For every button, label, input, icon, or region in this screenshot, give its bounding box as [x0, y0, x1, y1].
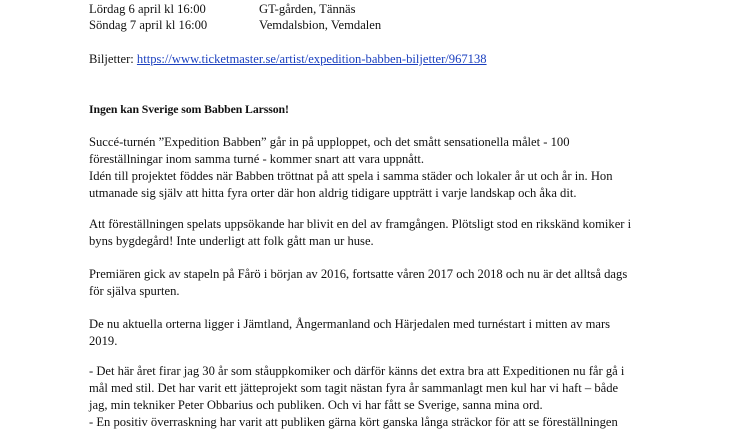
schedule-date: Söndag 7 april kl 16:00 — [89, 18, 208, 32]
paragraph-line: Succé-turnén ”Expedition Babben” går in på upploppet, och det smått sensationella målet - 100 — [89, 135, 570, 149]
tickets-line — [89, 51, 487, 67]
paragraph — [89, 134, 669, 202]
paragraph-line: Att föreställningen spelats uppsökande har blivit en del av framgången. Plötsligt stod en rikskänd komiker i — [89, 217, 632, 231]
paragraph — [89, 266, 669, 300]
schedule-venue: Vemdalsbion, Vemdalen — [259, 18, 382, 32]
paragraph — [89, 216, 669, 250]
paragraph-line: 2019. — [89, 334, 118, 348]
paragraph — [89, 316, 669, 350]
paragraph-line: Premiären gick av stapeln på Fårö i början av 2016, fortsatte våren 2017 och 2018 och nu är det alltså dags — [89, 267, 628, 281]
paragraph-line: föreställningar inom samma turné - kommer snart att vara uppnått. — [89, 152, 425, 166]
paragraph-line: jag, min tekniker Peter Obbarius och publiken. Och vi har fått se Sverige, sanna mina ord. — [89, 398, 543, 412]
schedule-venue: GT-gården, Tännäs — [259, 2, 356, 16]
paragraph-line: utmanade sig själv att hitta fyra orter där hon aldrig tidigare uppträtt i varje landskap och åka dit. — [89, 186, 577, 200]
paragraph-line: för själva spurten. — [89, 284, 180, 298]
paragraph-line: byns bygdegård! Inte underligt att folk gått man ur huse. — [89, 234, 374, 248]
paragraph-line: mål med stil. Det har varit ett jätteprojekt som tagit nästan fyra år sammanlagt men kul har vi haft – både — [89, 381, 619, 395]
tickets-label: Biljetter: — [89, 52, 137, 66]
paragraph-line: - En positiv överraskning har varit att publiken gärna kört ganska långa sträckor för att se föreställningen — [89, 415, 618, 429]
paragraph — [89, 363, 669, 431]
paragraph-line: - Det här året firar jag 30 år som ståuppkomiker och därför känns det extra bra att Expeditionen nu får gå i — [89, 364, 625, 378]
schedule-date: Lördag 6 april kl 16:00 — [89, 2, 206, 16]
tickets-link[interactable]: https://www.ticketmaster.se/artist/expedition-babben-biljetter/967138 — [136, 52, 487, 66]
paragraph-line: De nu aktuella orterna ligger i Jämtland, Ångermanland och Härjedalen med turnéstart i mitten av mars — [89, 317, 611, 331]
paragraph-line: Idén till projektet föddes när Babben tröttnat på att spela i samma städer och lokaler år ut och år in. Hon — [89, 169, 613, 183]
section-heading: Ingen kan Sverige som Babben Larsson! — [89, 102, 289, 116]
